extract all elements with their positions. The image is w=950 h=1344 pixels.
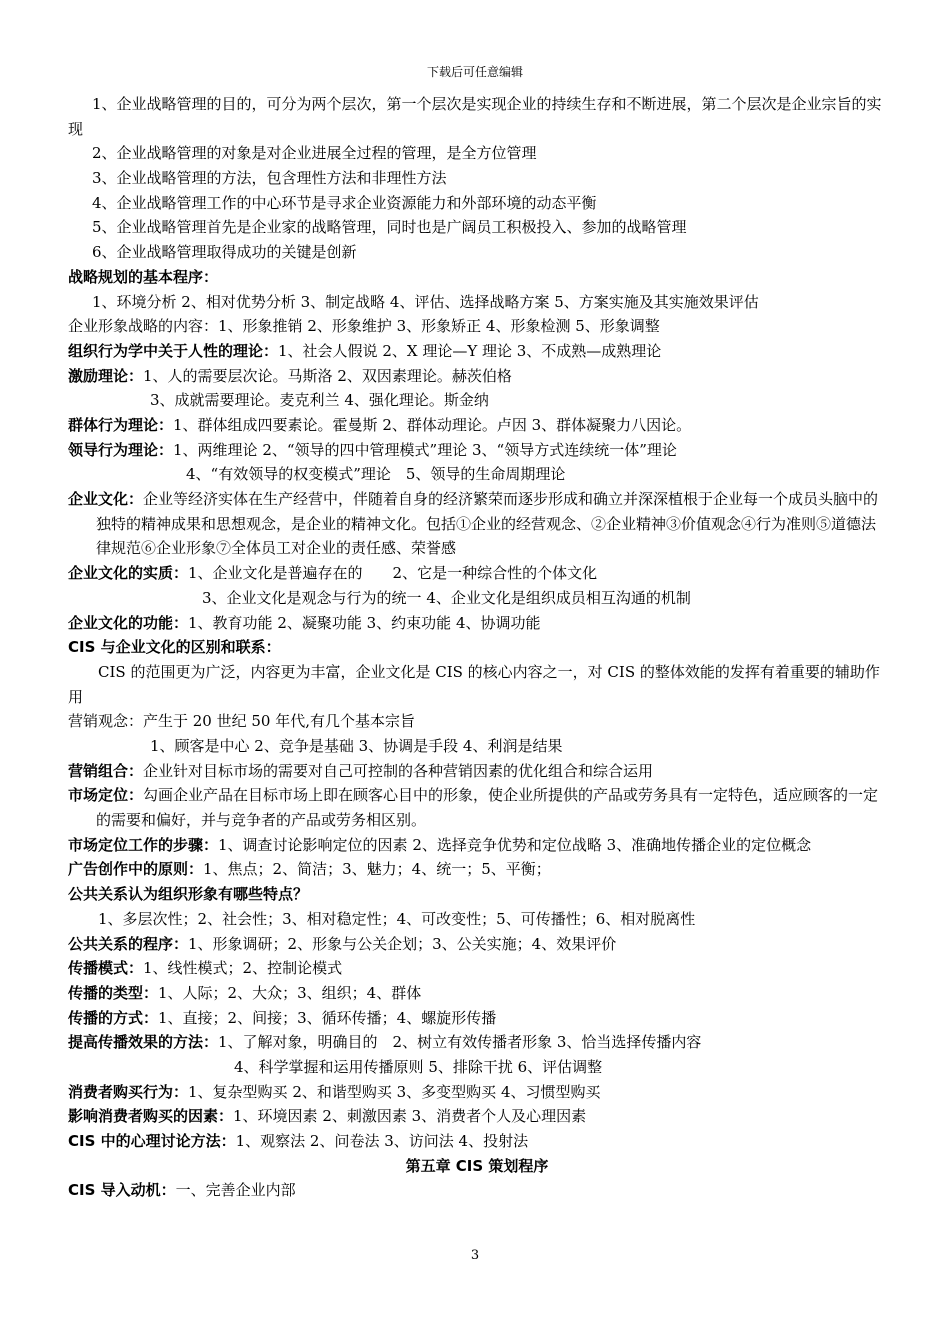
comm-mode-label: 传播模式：	[68, 959, 144, 978]
culture-function	[68, 611, 886, 636]
org-theory-label: 组织行为学中关于人性的理论：	[68, 341, 279, 360]
chapter-title: 第五章 CIS 策划程序	[405, 1156, 549, 1175]
essence-label: 企业文化的实质：	[68, 564, 189, 583]
buy-label: 消费者购买行为：	[68, 1082, 189, 1101]
comm-way-text: 1、直接；2、间接；3、循环传播；4、螺旋形传播	[158, 1008, 497, 1027]
motivation-text-1: 1、人的需要层次论。马斯洛 2、双因素理论。赫茨伯格	[143, 366, 512, 385]
org-theory-text: 1、社会人假说 2、X 理论—Y 理论 3、不成熟—成熟理论	[278, 341, 662, 360]
marketing-concept: 营销观念：产生于 20 世纪 50 年代,有几个基本宗旨	[68, 712, 416, 731]
paragraph-innovation: 6、企业战略管理取得成功的关键是创新	[92, 243, 357, 262]
purchase-factors	[68, 1104, 886, 1129]
effect-text-1: 1、了解对象，明确目的 2、树立有效传播者形象 3、恰当选择传播内容	[218, 1033, 702, 1052]
effect-text-2: 4、科学掌握和运用传播原则 5、排除干扰 6、评估调整	[234, 1057, 603, 1076]
comm-way	[68, 1006, 886, 1031]
essence-text-1: 1、企业文化是普遍存在的 2、它是一种综合性的个体文化	[188, 564, 598, 583]
position-label: 市场定位：	[68, 786, 144, 805]
motive-label: CIS 导入动机：	[68, 1181, 176, 1200]
mix-text: 企业针对目标市场的需要对自己可控制的各种营销因素的优化组合和综合运用	[143, 761, 654, 780]
page-number: 3	[470, 1248, 480, 1263]
heading-cis-culture: CIS 与企业文化的区别和联系：	[68, 638, 281, 657]
image-strategy: 企业形象战略的内容：1、形象推销 2、形象维护 3、形象矫正 4、形象检测 5、形象调整	[68, 317, 660, 336]
leadership-label: 领导行为理论：	[68, 440, 174, 459]
leadership-text-2: 4、“有效领导的权变模式”理论 5、领导的生命周期理论	[186, 465, 566, 484]
corporate-culture	[68, 487, 886, 561]
steps-label: 市场定位工作的步骤：	[68, 835, 219, 854]
pr-proc-text: 1、形象调研；2、形象与公关企划；3、公关实施；4、效果评价	[188, 934, 617, 953]
paragraph-goal	[68, 92, 886, 141]
marketing-mix	[68, 759, 886, 784]
paragraph-object: 2、企业战略管理的对象是对企业进展全过程的管理，是全方位管理	[92, 144, 537, 163]
group-text: 1、群体组成四要素论。霍曼斯 2、群体动理论。卢因 3、群体凝聚力八因论。	[173, 415, 692, 434]
function-label: 企业文化的功能：	[68, 613, 189, 632]
culture-text: 企业等经济实体在生产经营中，伴随着自身的经济繁荣而逐步形成和确立并深深植根于企业每一个成员头脑中的独特的精神成果和思想观念，是企业的精神文化。包括①企业的经营观念、②企业精神③价值观念④行为准则⑤道德法律规范⑥企业形象⑦全体员工对企业的责任感、荣誉感	[96, 490, 879, 558]
leadership-text-1: 1、两维理论 2、“领导的四中管理模式”理论 3、“领导方式连续统一体”理论	[173, 440, 677, 459]
positioning-steps	[68, 833, 886, 858]
factor-label: 影响消费者购买的因素：	[68, 1107, 234, 1126]
paragraph-core: 4、企业战略管理工作的中心环节是寻求企业资源能力和外部环境的动态平衡	[92, 193, 597, 212]
page-header: 下载后可任意编辑	[426, 65, 523, 79]
psy-text: 1、观察法 2、问卷法 3、访问法 4、投射法	[235, 1132, 529, 1151]
cis-culture-text: CIS 的范围更为广泛，内容更为丰富，企业文化是 CIS 的核心内容之一，对 CIS 的整体效能的发挥有着重要的辅助作用	[68, 662, 880, 706]
pr-question: 公共关系认为组织形象有哪些特点？	[68, 885, 309, 904]
comm-effect	[68, 1030, 886, 1055]
leadership-theory	[68, 438, 886, 463]
function-text: 1、教育功能 2、凝聚功能 3、约束功能 4、协调功能	[188, 613, 541, 632]
ad-text: 1、焦点；2、简洁；3、魅力；4、统一；5、平衡；	[203, 860, 551, 879]
comm-type-text: 1、人际；2、大众；3、组织；4、群体	[158, 983, 422, 1002]
consumer-behavior	[68, 1080, 886, 1105]
comm-type	[68, 981, 886, 1006]
group-label: 群体行为理论：	[68, 415, 174, 434]
motivation-theory	[68, 364, 886, 389]
psy-label: CIS 中的心理讨论方法：	[68, 1132, 236, 1151]
marketing-points: 1、顾客是中心 2、竞争是基础 3、协调是手段 4、利润是结果	[150, 736, 563, 755]
factor-text: 1、环境因素 2、刺激因素 3、消费者个人及心理因素	[233, 1107, 587, 1126]
group-theory	[68, 413, 886, 438]
ad-label: 广告创作中的原则：	[68, 860, 204, 879]
position-text: 勾画企业产品在目标市场上即在顾客心目中的形象，使企业所提供的产品或劳务具有一定特色，适应顾客的一定的需要和偏好，并与竞争者的产品或劳务相区别。	[96, 786, 879, 830]
heading-planning: 战略规划的基本程序：	[68, 267, 219, 286]
effect-label: 提高传播效果的方法：	[68, 1033, 219, 1052]
pr-procedure	[68, 932, 886, 957]
psych-methods	[68, 1129, 886, 1154]
ad-principles	[68, 857, 886, 882]
motivation-label: 激励理论：	[68, 366, 144, 385]
pr-proc-label: 公共关系的程序：	[68, 934, 189, 953]
market-positioning	[68, 783, 886, 832]
culture-label: 企业文化：	[68, 490, 144, 509]
comm-mode	[68, 956, 886, 981]
comm-mode-text: 1、线性模式；2、控制论模式	[143, 959, 343, 978]
org-theory	[68, 339, 886, 364]
comm-type-label: 传播的类型：	[68, 983, 159, 1002]
text-l1: 1、企业战略管理的目的，可分为两个层次，第一个层次是实现企业的持续生存和不断进展，第二个层次是企业宗旨的实现	[68, 95, 882, 138]
mix-label: 营销组合：	[68, 761, 144, 780]
cis-motive	[68, 1178, 886, 1203]
motive-text: 一、完善企业内部	[175, 1181, 296, 1200]
essence-text-2: 3、企业文化是观念与行为的统一 4、企业文化是组织成员相互沟通的机制	[202, 588, 691, 607]
comm-way-label: 传播的方式：	[68, 1008, 159, 1027]
buy-text: 1、复杂型购买 2、和谐型购买 3、多变型购买 4、习惯型购买	[188, 1082, 601, 1101]
document-body	[68, 92, 886, 1203]
planning-steps: 1、环境分析 2、相对优势分析 3、制定战略 4、评估、选择战略方案 5、方案实施及其实施效果评估	[92, 292, 759, 311]
steps-text: 1、调查讨论影响定位的因素 2、选择竞争优势和定位战略 3、准确地传播企业的定位概念	[218, 835, 812, 854]
paragraph-entrepreneur: 5、企业战略管理首先是企业家的战略管理，同时也是广阔员工积极投入、参加的战略管理	[92, 218, 687, 237]
pr-features: 1、多层次性；2、社会性；3、相对稳定性；4、可改变性；5、可传播性；6、相对脱离性	[98, 909, 696, 928]
paragraph-method: 3、企业战略管理的方法，包含理性方法和非理性方法	[92, 169, 447, 188]
motivation-text-2: 3、成就需要理论。麦克利兰 4、强化理论。斯金纳	[150, 391, 489, 410]
culture-essence	[68, 561, 886, 586]
